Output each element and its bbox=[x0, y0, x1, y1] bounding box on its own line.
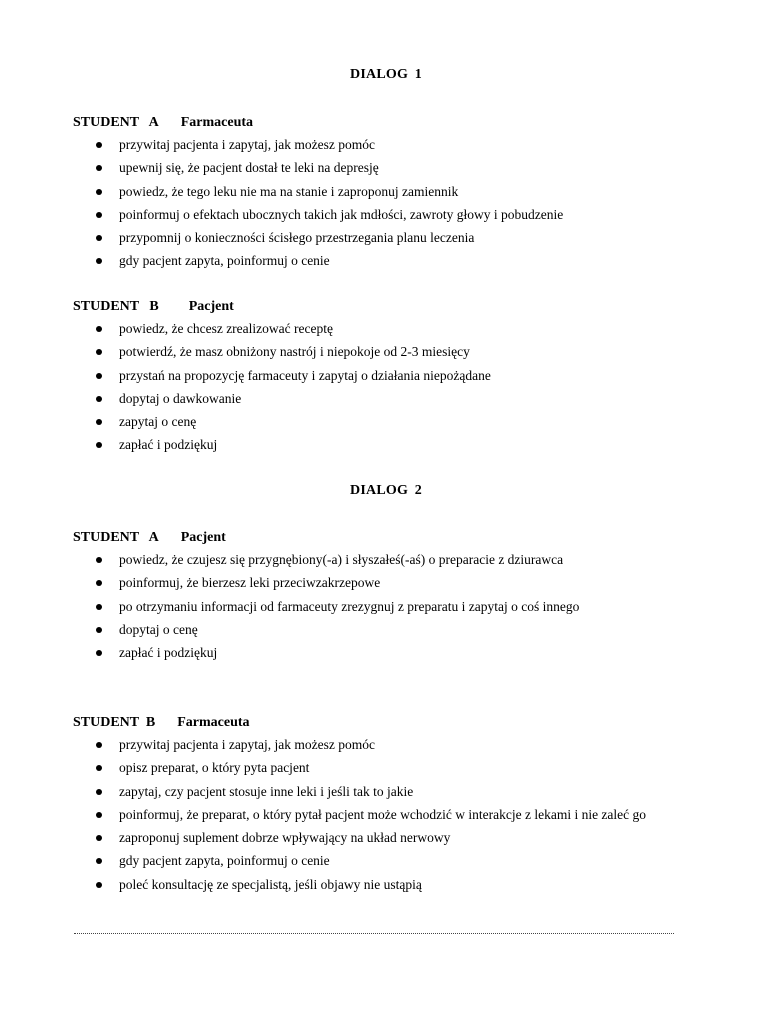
list-item: gdy pacjent zapyta, poinformuj o cenie bbox=[73, 849, 713, 872]
bullet-icon bbox=[96, 235, 102, 241]
list-item: potwierdź, że masz obniżony nastrój i niepokoje od 2-3 miesięcy bbox=[73, 340, 713, 363]
bullet-icon bbox=[96, 349, 102, 355]
bullet-icon bbox=[96, 442, 102, 448]
list-item: powiedz, że czujesz się przygnębiony(-a) i słyszałeś(-aś) o preparacie z dziurawca bbox=[73, 548, 713, 571]
bullet-icon bbox=[96, 258, 102, 264]
list-item: poinformuj, że bierzesz leki przeciwzakrzepowe bbox=[73, 571, 713, 594]
bullet-icon bbox=[96, 165, 102, 171]
bullet-icon bbox=[96, 373, 102, 379]
student-label: STUDENT A bbox=[73, 115, 159, 130]
task-list bbox=[73, 733, 713, 896]
list-item: upewnij się, że pacjent dostał te leki na depresję bbox=[73, 156, 713, 179]
student-label: STUDENT B bbox=[73, 299, 159, 314]
list-item: przystań na propozycję farmaceuty i zapytaj o działania niepożądane bbox=[73, 364, 713, 387]
student-role: Farmaceuta bbox=[180, 115, 254, 130]
student-role: Farmaceuta bbox=[177, 715, 250, 730]
bullet-icon bbox=[96, 604, 102, 610]
task-list bbox=[73, 317, 713, 457]
bullet-icon bbox=[96, 580, 102, 586]
list-item: zapłać i podziękuj bbox=[73, 433, 713, 456]
list-item: poleć konsultację ze specjalistą, jeśli objawy nie ustąpią bbox=[73, 873, 713, 896]
dialog-1-student-a bbox=[73, 113, 713, 273]
bullet-icon bbox=[96, 812, 102, 818]
dialog-2-title: DIALOG 2 bbox=[350, 483, 422, 498]
student-heading bbox=[73, 297, 713, 317]
student-role: Pacjent bbox=[188, 299, 234, 314]
bullet-icon bbox=[96, 882, 102, 888]
student-label: STUDENT B bbox=[73, 715, 156, 730]
bullet-icon bbox=[96, 650, 102, 656]
list-item: przywitaj pacjenta i zapytaj, jak możesz pomóc bbox=[73, 733, 713, 756]
bullet-icon bbox=[96, 396, 102, 402]
list-item: przywitaj pacjenta i zapytaj, jak możesz pomóc bbox=[73, 133, 713, 156]
list-item: opisz preparat, o który pyta pacjent bbox=[73, 756, 713, 779]
dialog-2-student-a bbox=[73, 528, 713, 664]
dotted-divider bbox=[74, 933, 674, 934]
list-item: poinformuj o efektach ubocznych takich jak mdłości, zawroty głowy i pobudzenie bbox=[73, 203, 713, 226]
bullet-icon bbox=[96, 627, 102, 633]
bullet-icon bbox=[96, 326, 102, 332]
list-item: zaproponuj suplement dobrze wpływający na układ nerwowy bbox=[73, 826, 713, 849]
bullet-icon bbox=[96, 189, 102, 195]
list-item: po otrzymaniu informacji od farmaceuty zrezygnuj z preparatu i zapytaj o coś innego bbox=[73, 595, 713, 618]
student-heading bbox=[73, 528, 713, 548]
dialog-1-title: DIALOG 1 bbox=[350, 67, 422, 82]
bullet-icon bbox=[96, 142, 102, 148]
list-item: powiedz, że chcesz zrealizować receptę bbox=[73, 317, 713, 340]
list-item: zapytaj o cenę bbox=[73, 410, 713, 433]
list-item: dopytaj o dawkowanie bbox=[73, 387, 713, 410]
bullet-icon bbox=[96, 765, 102, 771]
task-list bbox=[73, 133, 713, 273]
student-label: STUDENT A bbox=[73, 530, 159, 545]
list-item: przypomnij o konieczności ścisłego przestrzegania planu leczenia bbox=[73, 226, 713, 249]
list-item: powiedz, że tego leku nie ma na stanie i zaproponuj zamiennik bbox=[73, 180, 713, 203]
list-item: zapłać i podziękuj bbox=[73, 641, 713, 664]
list-item: zapytaj, czy pacjent stosuje inne leki i jeśli tak to jakie bbox=[73, 780, 713, 803]
bullet-icon bbox=[96, 212, 102, 218]
bullet-icon bbox=[96, 742, 102, 748]
dialog-1-student-b bbox=[73, 297, 713, 457]
list-item: dopytaj o cenę bbox=[73, 618, 713, 641]
bullet-icon bbox=[96, 789, 102, 795]
bullet-icon bbox=[96, 858, 102, 864]
task-list bbox=[73, 548, 713, 664]
list-item: gdy pacjent zapyta, poinformuj o cenie bbox=[73, 249, 713, 272]
student-role: Pacjent bbox=[180, 530, 226, 545]
bullet-icon bbox=[96, 557, 102, 563]
bullet-icon bbox=[96, 419, 102, 425]
student-heading bbox=[73, 713, 713, 733]
bullet-icon bbox=[96, 835, 102, 841]
list-item: poinformuj, że preparat, o który pytał pacjent może wchodzić w interakcje z lekami i nie zaleć go bbox=[73, 803, 713, 826]
dialog-2-student-b bbox=[73, 713, 713, 896]
student-heading bbox=[73, 113, 713, 133]
